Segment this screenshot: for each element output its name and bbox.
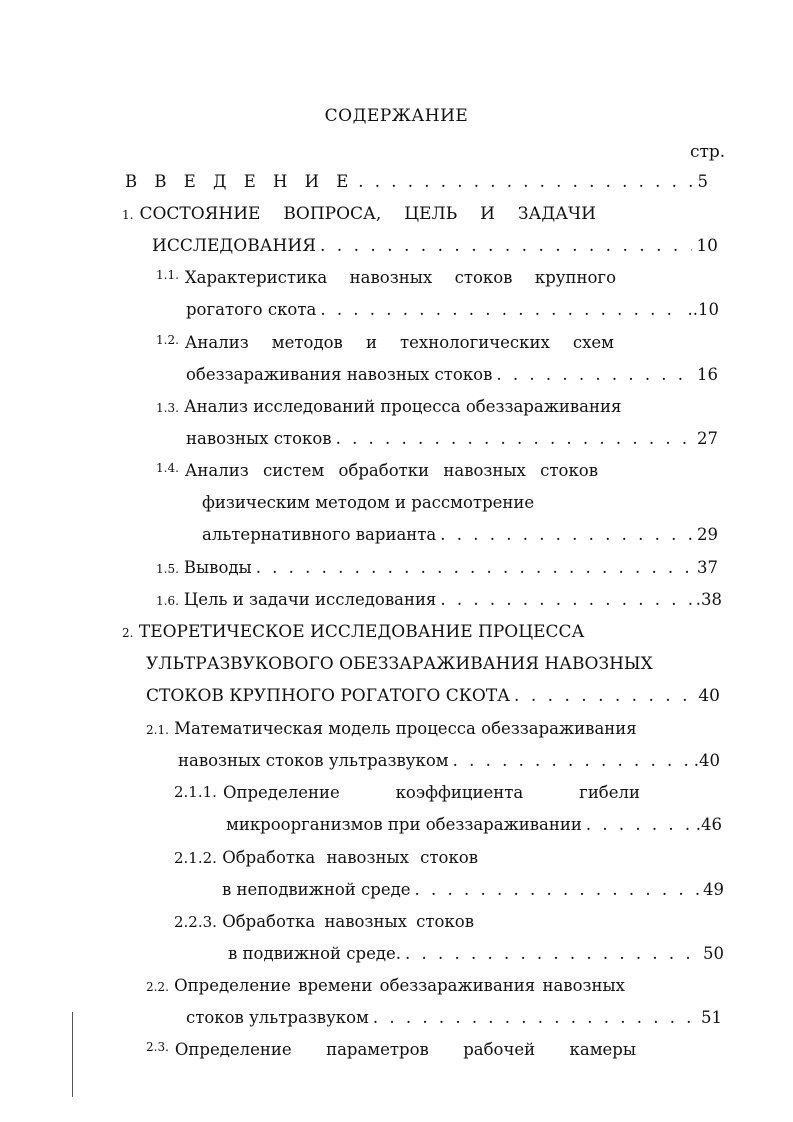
toc-entry-line: Анализ методов и технологических схем — [184, 333, 614, 352]
toc-page-number: 29 — [697, 525, 718, 544]
toc-entry-line: микроорганизмов при обеззараживании — [226, 815, 582, 834]
toc-page-number: 37 — [697, 558, 718, 577]
toc-entry-introduction — [125, 172, 708, 191]
toc-entry-line: стоков ультразвуком — [186, 1008, 369, 1027]
toc-entry-line: в подвижной среде. — [228, 944, 402, 963]
dot-leader — [586, 815, 692, 834]
toc-entry-1-5 — [156, 558, 718, 577]
toc-entry-2-2-cont — [186, 1008, 722, 1027]
dot-leader — [405, 944, 699, 963]
toc-entry-2-2-3 — [174, 912, 474, 931]
dot-leader — [320, 236, 692, 256]
toc-entry-1-4 — [156, 461, 598, 480]
toc-entry-line: СОСТОЯНИЕ ВОПРОСА, ЦЕЛЬ И ЗАДАЧИ — [139, 204, 596, 224]
toc-entry-line: УЛЬТРАЗВУКОВОГО ОБЕЗЗАРАЖИВАНИЯ НАВОЗНЫХ — [146, 654, 653, 674]
toc-entry-line: Характеристика навозных стоков крупного — [184, 268, 616, 287]
toc-entry-1 — [122, 204, 596, 224]
toc-entry-2-1-2 — [174, 848, 478, 867]
toc-entry-1-6 — [156, 590, 722, 609]
toc-page-number: 49 — [703, 880, 724, 899]
dot-leader — [496, 365, 693, 384]
toc-entry-1-2 — [156, 333, 614, 352]
toc-entry-line: Математическая модель процесса обеззараживания — [174, 719, 637, 738]
dot-leader — [256, 558, 693, 577]
dot-leader — [453, 751, 690, 770]
toc-entry-1-3-cont — [186, 429, 718, 448]
toc-page-number: 5 — [697, 172, 708, 191]
dot-leader — [373, 1008, 697, 1027]
toc-entry-1-cont — [152, 236, 718, 256]
dot-leader — [440, 590, 691, 609]
toc-entry-1-2-cont — [186, 365, 718, 384]
toc-entry-line: СТОКОВ КРУПНОГО РОГАТОГО СКОТА — [146, 686, 511, 706]
toc-page-number: 16 — [697, 365, 718, 384]
toc-entry-number: 1.1. — [156, 268, 179, 282]
toc-entry-line: Цель и задачи исследования — [183, 590, 437, 609]
toc-page-number: .38 — [695, 590, 722, 609]
toc-entry-line: физическим методом и рассмотрение — [202, 493, 535, 512]
toc-entry-number: 2.1. — [146, 723, 169, 737]
toc-page-number: .40 — [693, 751, 720, 770]
toc-page-number: 50 — [703, 944, 724, 963]
toc-entry-line: Определение времени обеззараживания навозных — [174, 976, 625, 995]
toc-entry-2-3 — [146, 1040, 636, 1059]
toc-entry-line: ТЕОРЕТИЧЕСКОЕ ИССЛЕДОВАНИЕ ПРОЦЕССА — [138, 622, 585, 642]
toc-entry-number: 2.1.1. — [174, 783, 217, 801]
toc-entry-line: Определение коэффициента гибели — [222, 783, 640, 802]
toc-entry-number: 2.2.3. — [174, 913, 217, 931]
toc-entry-number: 2.3. — [146, 1040, 169, 1054]
toc-entry-2-2-3-cont — [228, 944, 724, 963]
toc-entry-1-1-cont — [186, 300, 719, 319]
toc-entry-line: рогатого скота — [186, 300, 317, 319]
toc-entry-2-1-cont — [178, 751, 720, 770]
toc-entry-2-1 — [146, 719, 637, 738]
toc-entry-line: Обработка навозных стоков — [222, 848, 479, 867]
toc-entry-line: Анализ систем обработки навозных стоков — [184, 461, 598, 480]
toc-entry-2-cont — [146, 686, 720, 706]
toc-entry-line: Определение параметров рабочей камеры — [174, 1040, 636, 1059]
toc-entry-number: 2.1.2. — [174, 849, 217, 867]
toc-entry-2-2 — [146, 976, 625, 995]
toc-entry-number: 1.4. — [156, 461, 179, 475]
dot-leader — [336, 429, 693, 448]
toc-entry-number: 1.2. — [156, 333, 179, 347]
page-column-label: стр. — [690, 142, 726, 162]
toc-entry-1-4-line2 — [202, 493, 534, 512]
toc-entry-2-line2 — [146, 654, 653, 674]
dot-leader — [514, 686, 694, 706]
toc-entry-number: 2. — [122, 626, 134, 640]
toc-entry-title: В В Е Д Е Н И Е — [125, 172, 355, 191]
scan-margin-line — [72, 1012, 73, 1097]
dot-leader — [415, 880, 699, 899]
toc-entry-2-1-2-cont — [222, 880, 724, 899]
toc-page-number: .46 — [695, 815, 722, 834]
toc-entry-line: навозных стоков ультразвуком — [178, 751, 449, 770]
toc-page-number: 51 — [701, 1008, 722, 1027]
toc-page-number: 40 — [698, 686, 720, 706]
toc-entry-line: Выводы — [183, 558, 252, 577]
toc-entry-line: ИССЛЕДОВАНИЯ — [152, 236, 316, 256]
toc-page-number: ..10 — [687, 300, 719, 319]
toc-entry-line: обеззараживания навозных стоков — [186, 365, 493, 384]
toc-entry-number: 1.6. — [156, 594, 179, 608]
toc-entry-number: 1.5. — [156, 562, 179, 576]
toc-entry-1-4-cont — [202, 525, 718, 544]
toc-entry-number: 1.3. — [156, 401, 179, 415]
toc-entry-2-1-1-cont — [226, 815, 722, 834]
toc-entry-1-1 — [156, 268, 616, 287]
toc-page-number: 10 — [696, 236, 718, 256]
toc-entry-2 — [122, 622, 584, 642]
dot-leader — [358, 172, 693, 191]
toc-entry-number: 1. — [122, 208, 134, 222]
toc-entry-1-3 — [156, 397, 621, 416]
toc-entry-2-1-1 — [174, 783, 640, 802]
toc-entry-line: навозных стоков — [186, 429, 332, 448]
toc-entry-line: Анализ исследований процесса обеззараживания — [184, 397, 622, 416]
toc-page-number: 27 — [697, 429, 718, 448]
toc-entry-line: Обработка навозных стоков — [222, 912, 475, 931]
toc-entry-number: 2.2. — [146, 980, 169, 994]
toc-entry-line: в неподвижной среде — [222, 880, 411, 899]
toc-entry-line: альтернативного варианта — [202, 525, 437, 544]
dot-leader — [320, 300, 683, 319]
dot-leader — [440, 525, 693, 544]
page-title: СОДЕРЖАНИЕ — [324, 106, 469, 126]
